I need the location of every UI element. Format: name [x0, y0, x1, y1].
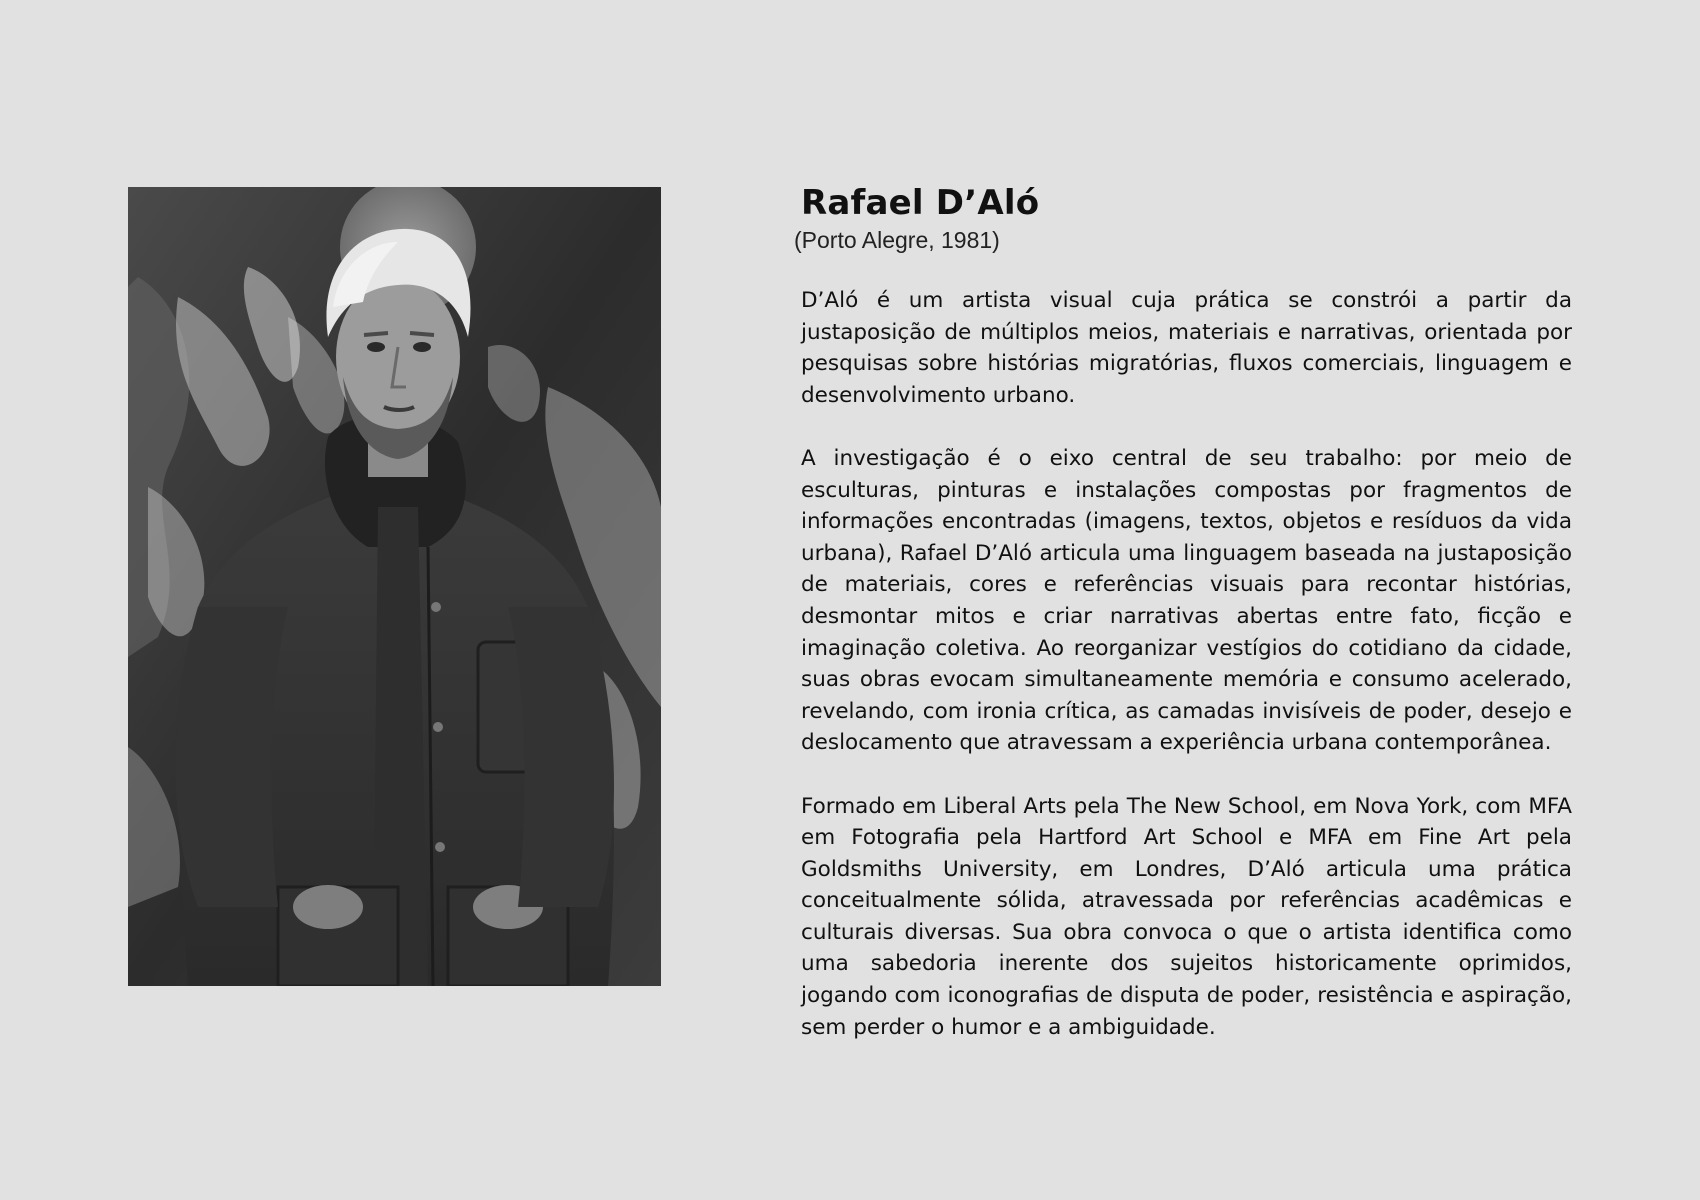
- artist-portrait-photo: [128, 187, 661, 986]
- bio-paragraph: Formado em Liberal Arts pela The New School, em Nova York, com MFA em Fotografia pela Hartford Art School e MFA em Fine Art pela Goldsmiths University, em Londres, D’Aló articula uma prática conceitualmente sólida, atravessada por referências acadêmicas e culturais diversas. Sua obra convoca o que o artista identifica como uma sabedoria inerente dos sujeitos historicamente oprimidos, jogando com iconografias de disputa de poder, resistência e aspiração, sem perder o humor e a ambiguidade.: [801, 793, 1572, 1040]
- artist-bio: [794, 180, 1572, 1043]
- bio-paragraph: D’Aló é um artista visual cuja prática se constrói a partir da justaposição de múltiplos meios, materiais e narrativas, orientada por pesquisas sobre histórias migratórias, fluxos comerciais, linguagem e desenvolvimento urbano.: [801, 288, 1572, 408]
- artist-origin: (Porto Alegre, 1981): [794, 227, 1000, 253]
- bio-paragraph: A investigação é o eixo central de seu trabalho: por meio de esculturas, pinturas e instalações compostas por fragmentos de informações encontradas (imagens, textos, objetos e resíduos da vida urbana), Rafael D’Aló articula uma linguagem baseada na justaposição de materiais, cores e referências visuais para recontar histórias, desmontar mitos e criar narrativas abertas entre fato, ficção e imaginação coletiva. Ao reorganizar vestígios do cotidiano da cidade, suas obras evocam simultaneamente memória e consumo acelerado, revelando, com ironia crítica, as camadas invisíveis de poder, desejo e deslocamento que atravessam a experiência urbana contemporânea.: [801, 445, 1572, 756]
- artist-name: Rafael D’Aló: [801, 183, 1040, 223]
- portrait-photo-icon: [128, 187, 661, 986]
